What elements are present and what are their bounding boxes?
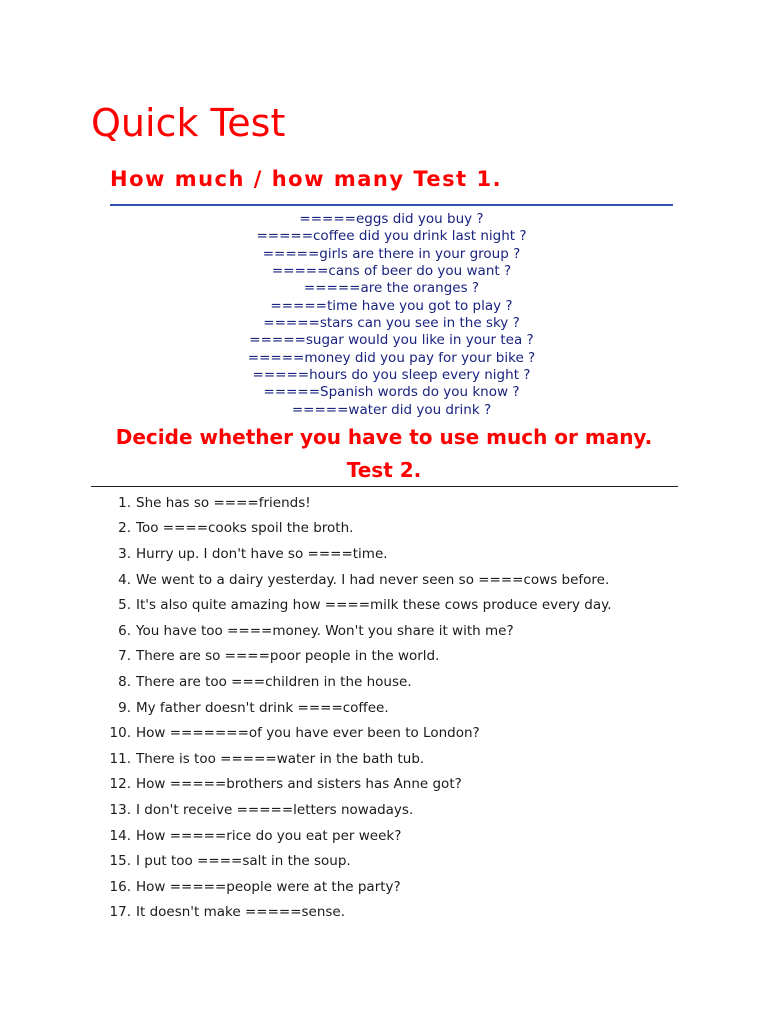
sentence-text: There is too =====water in the bath tub.	[136, 750, 425, 767]
sentence-number: 7.	[118, 648, 131, 665]
sentence-text: She has so ====friends!	[136, 494, 311, 511]
test1-question: =====are the oranges ?	[303, 280, 480, 297]
blue-divider	[110, 204, 673, 206]
sentence-text: Hurry up. I don't have so ====time.	[136, 545, 388, 562]
test2-sentence	[91, 720, 678, 746]
sentence-number: 2.	[118, 520, 131, 537]
sentence-number: 1.	[118, 494, 131, 511]
sentence-text: You have too ====money. Won't you share it with me?	[136, 622, 514, 639]
test2-sentence	[91, 746, 678, 772]
test1-question: =====money did you pay for your bike ?	[247, 349, 536, 366]
sentence-number: 3.	[118, 545, 131, 562]
black-divider	[91, 486, 678, 487]
test2-sentence	[91, 900, 678, 926]
sentence-text: How =====rice do you eat per week?	[136, 827, 402, 844]
sentence-text: I put too ====salt in the soup.	[136, 853, 351, 870]
test1-question: =====time have you got to play ?	[270, 297, 513, 314]
test1-question: =====eggs did you buy ?	[299, 211, 484, 227]
sentence-number: 4.	[118, 571, 131, 588]
test1-question: =====hours do you sleep every night ?	[252, 367, 531, 384]
test2-sentence	[91, 592, 678, 618]
sentence-number: 9.	[118, 699, 131, 716]
test2-sentence	[91, 618, 678, 644]
sentence-number: 8.	[118, 673, 131, 690]
sentence-text: How =======of you have ever been to London?	[136, 725, 480, 742]
sentence-number: 13.	[109, 801, 131, 818]
test2-sentence	[91, 541, 678, 567]
test2-sentence-list	[91, 490, 678, 925]
test1-question: =====stars can you see in the sky ?	[263, 315, 520, 332]
sentence-number: 5.	[118, 597, 131, 614]
page-title: Quick Test	[91, 101, 286, 145]
test1-question: =====Spanish words do you know ?	[263, 384, 520, 401]
test1-heading: How much / how many Test 1.	[110, 167, 503, 191]
sentence-text: There are so ====poor people in the world.	[136, 648, 440, 665]
test2-sentence	[91, 644, 678, 670]
sentence-text: There are too ===children in the house.	[136, 673, 412, 690]
test2-sentence	[91, 874, 678, 900]
sentence-number: 14.	[109, 827, 131, 844]
test2-sentence	[91, 772, 678, 798]
test2-sentence	[91, 695, 678, 721]
test2-sentence	[91, 848, 678, 874]
test2-sentence	[91, 516, 678, 542]
sentence-text: Too ====cooks spoil the broth.	[136, 520, 354, 537]
test2-heading-label: Test 2.	[346, 458, 422, 482]
sentence-number: 17.	[109, 904, 131, 921]
sentence-text: It's also quite amazing how ====milk these cows produce every day.	[136, 597, 612, 614]
sentence-text: How =====people were at the party?	[136, 878, 401, 895]
test1-question: =====cans of beer do you want ?	[271, 263, 512, 280]
test2-heading-instruction: Decide whether you have to use much or many.	[115, 425, 653, 449]
test2-sentence	[91, 797, 678, 823]
test2-sentence	[91, 823, 678, 849]
test1-question: =====water did you drink ?	[291, 401, 492, 418]
test2-heading	[91, 421, 677, 487]
test1-question: =====coffee did you drink last night ?	[256, 228, 527, 245]
test1-question-list	[110, 211, 673, 419]
test1-question: =====sugar would you like in your tea ?	[249, 332, 534, 349]
test2-sentence	[91, 669, 678, 695]
sentence-text: We went to a dairy yesterday. I had never seen so ====cows before.	[136, 571, 610, 588]
sentence-text: My father doesn't drink ====coffee.	[136, 699, 389, 716]
sentence-number: 10.	[109, 725, 131, 742]
sentence-text: How =====brothers and sisters has Anne got?	[136, 776, 462, 793]
sentence-number: 15.	[109, 853, 131, 870]
test2-sentence	[91, 567, 678, 593]
sentence-text: It doesn't make =====sense.	[136, 904, 346, 921]
sentence-number: 11.	[109, 750, 131, 767]
test2-sentence	[91, 490, 678, 516]
sentence-number: 6.	[118, 622, 131, 639]
sentence-number: 16.	[109, 878, 131, 895]
test1-question: =====girls are there in your group ?	[262, 245, 521, 262]
sentence-number: 12.	[109, 776, 131, 793]
sentence-text: I don't receive =====letters nowadays.	[136, 801, 414, 818]
